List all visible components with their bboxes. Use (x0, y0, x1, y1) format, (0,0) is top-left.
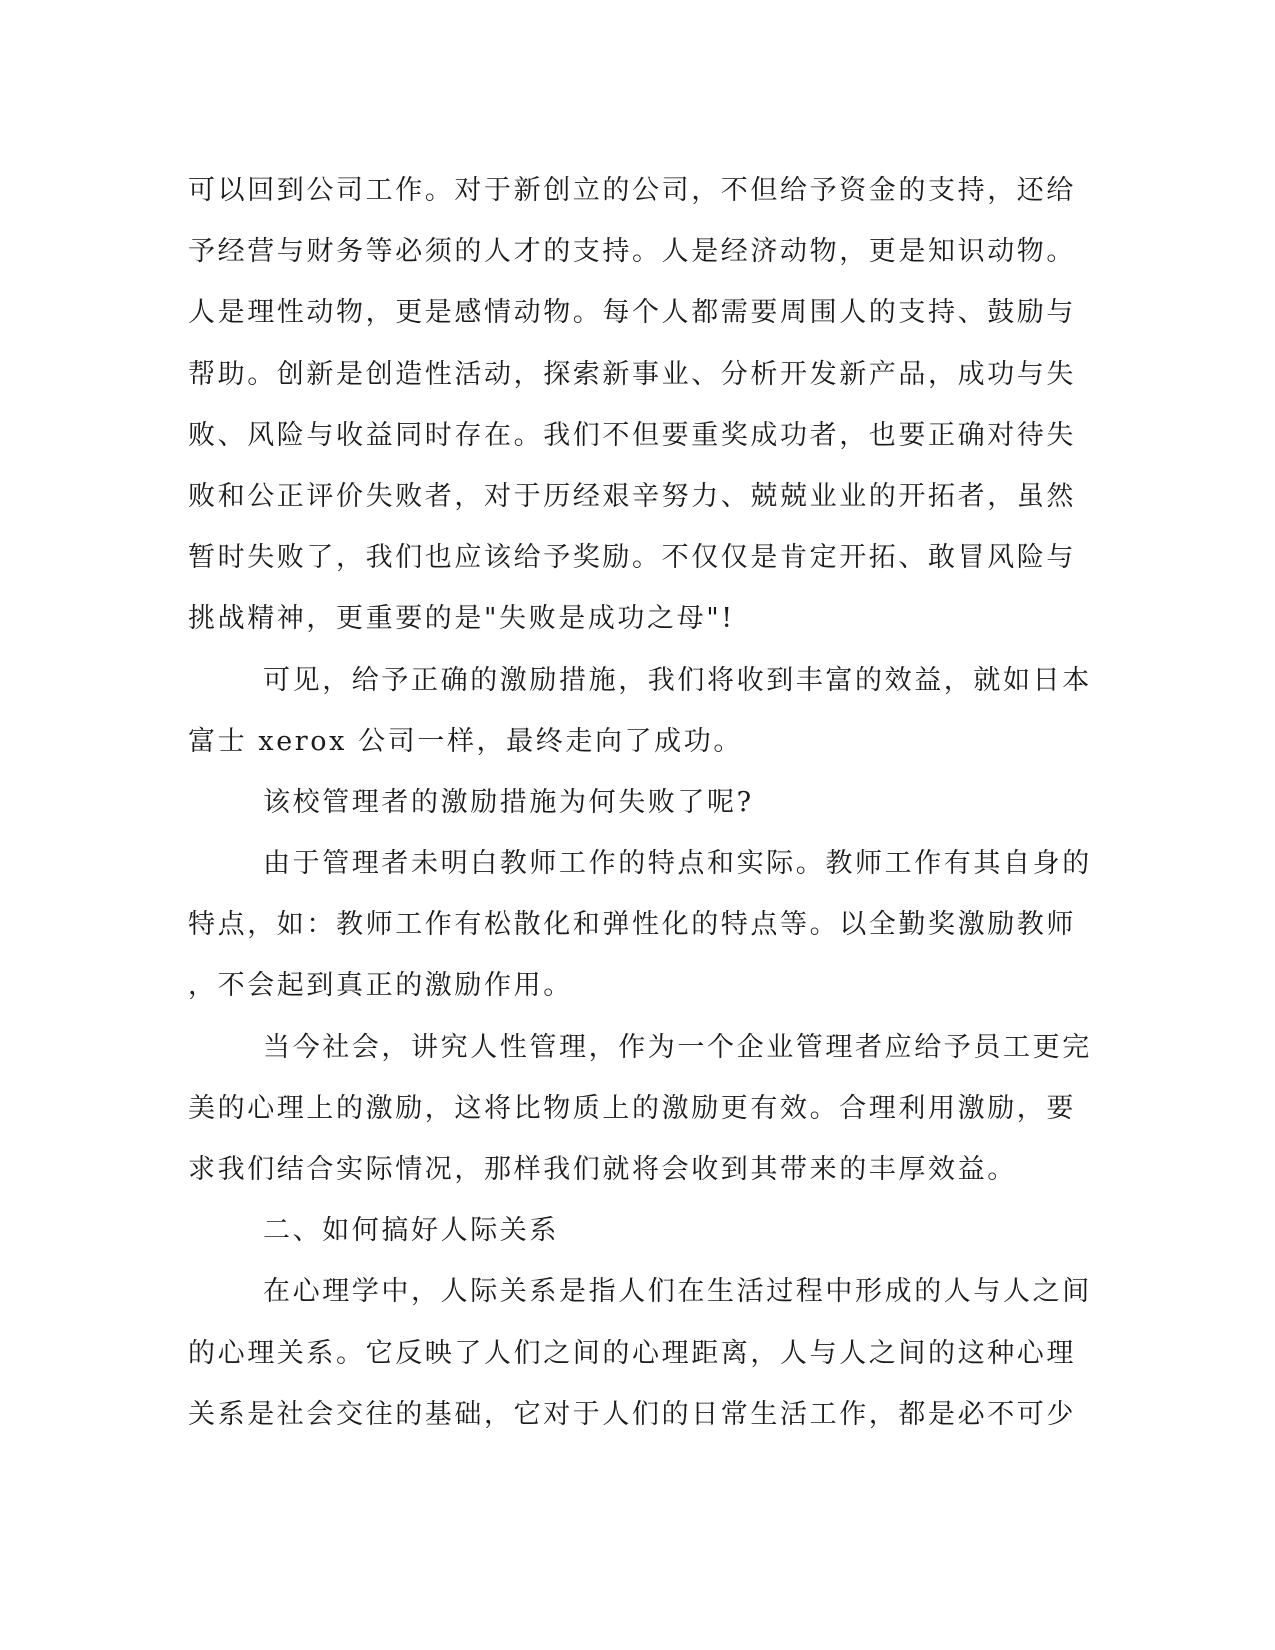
text-line: 可以回到公司工作。对于新创立的公司，不但给予资金的支持，还给 (188, 175, 1076, 206)
paragraph-start-line: 当今社会，讲究人性管理，作为一个企业管理者应给予员工更完 (263, 1031, 1092, 1063)
text-line: 美的心理上的激励，这将比物质上的激励更有效。合理利用激励，要 (188, 1092, 1076, 1124)
paragraph-start-line: 该校管理者的激励措施为何失败了呢? (263, 786, 754, 818)
text-line: 人是理性动物，更是感情动物。每个人都需要周围人的支持、鼓励与 (188, 297, 1076, 329)
text-line: 求我们结合实际情况，那样我们就将会收到其带来的丰厚效益。 (188, 1154, 1017, 1185)
body-text (188, 160, 1092, 1445)
text-line: 败、风险与收益同时存在。我们不但要重奖成功者，也要正确对待失 (188, 419, 1076, 451)
paragraph-start-line: 由于管理者未明白教师工作的特点和实际。教师工作有其自身的 (263, 848, 1092, 880)
text-line: 的心理关系。它反映了人们之间的心理距离，人与人之间的这种心理 (188, 1337, 1076, 1369)
text-line: ，不会起到真正的激励作用。 (188, 970, 573, 1002)
section-heading: 二、如何搞好人际关系 (263, 1215, 559, 1247)
text-line: 特点，如：教师工作有松散化和弹性化的特点等。以全勤奖激励教师 (188, 909, 1076, 941)
text-line: 关系是社会交往的基础，它对于人们的日常生活工作，都是必不可少 (188, 1398, 1076, 1430)
text-line: 富士 xerox 公司一样，最终走向了成功。 (188, 725, 743, 757)
text-line: 暂时失败了，我们也应该给予奖励。不仅仅是肯定开拓、敢冒风险与 (188, 542, 1076, 574)
text-line: 挑战精神，更重要的是"失败是成功之母"! (188, 603, 735, 635)
text-line: 败和公正评价失败者，对于历经艰辛努力、兢兢业业的开拓者，虽然 (188, 480, 1076, 512)
text-line: 予经营与财务等必须的人才的支持。人是经济动物，更是知识动物。 (188, 236, 1076, 268)
paragraph-start-line: 在心理学中，人际关系是指人们在生活过程中形成的人与人之间 (263, 1276, 1092, 1308)
text-line: 帮助。创新是创造性活动，探索新事业、分析开发新产品，成功与失 (188, 358, 1076, 390)
paragraph-start-line: 可见，给予正确的激励措施，我们将收到丰富的效益，就如日本 (263, 664, 1092, 696)
